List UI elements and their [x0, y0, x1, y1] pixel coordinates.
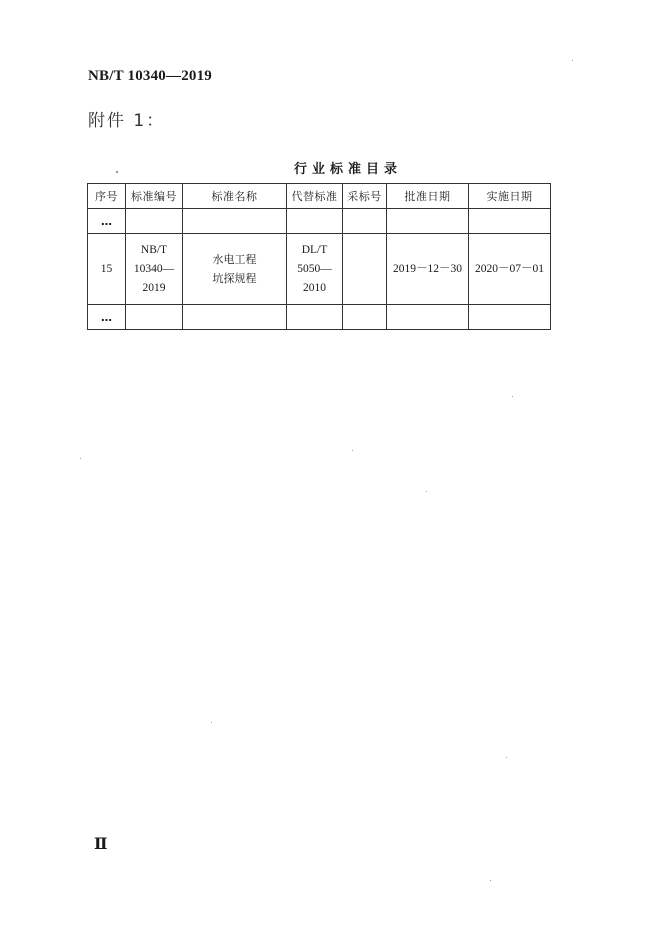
- document-code: NB/T 10340—2019: [88, 68, 212, 84]
- col-header-seq: 序号: [88, 184, 126, 209]
- ellipsis-cell: …: [88, 305, 126, 330]
- scan-speck: [211, 722, 212, 723]
- col-header-effective-date: 实施日期: [469, 184, 551, 209]
- standards-table: [87, 183, 551, 330]
- scan-speck: [506, 757, 507, 758]
- scan-speck: [512, 396, 513, 397]
- scan-speck: [80, 458, 81, 459]
- scan-speck: [572, 60, 573, 61]
- table-title: 行业标准目录: [293, 162, 402, 177]
- col-header-adopted-no: 采标号: [343, 184, 387, 209]
- scan-speck: [426, 491, 427, 492]
- cell-effective-date: 2020－07－01: [469, 234, 551, 305]
- scan-speck: [352, 450, 353, 451]
- attachment-label: 附件 1：: [88, 111, 166, 131]
- table-row-ellipsis-top: [88, 209, 551, 234]
- cell-adopted-no: [343, 234, 387, 305]
- scan-speck: [490, 880, 491, 881]
- table-row-ellipsis-bottom: [88, 305, 551, 330]
- table-row: [88, 234, 551, 305]
- cell-replaces: DL/T 5050— 2010: [287, 234, 343, 305]
- table-header-row: [88, 184, 551, 209]
- cell-std-name: 水电工程 坑探规程: [183, 234, 287, 305]
- ellipsis-cell: …: [88, 209, 126, 234]
- col-header-std-no: 标准编号: [126, 184, 183, 209]
- col-header-std-name: 标准名称: [183, 184, 287, 209]
- page-number: Ⅱ: [94, 836, 108, 853]
- cell-std-no: NB/T 10340— 2019: [126, 234, 183, 305]
- scan-speck: [116, 171, 118, 173]
- cell-approval-date: 2019－12－30: [387, 234, 469, 305]
- col-header-approval-date: 批准日期: [387, 184, 469, 209]
- cell-seq: 15: [88, 234, 126, 305]
- col-header-replaces: 代替标准: [287, 184, 343, 209]
